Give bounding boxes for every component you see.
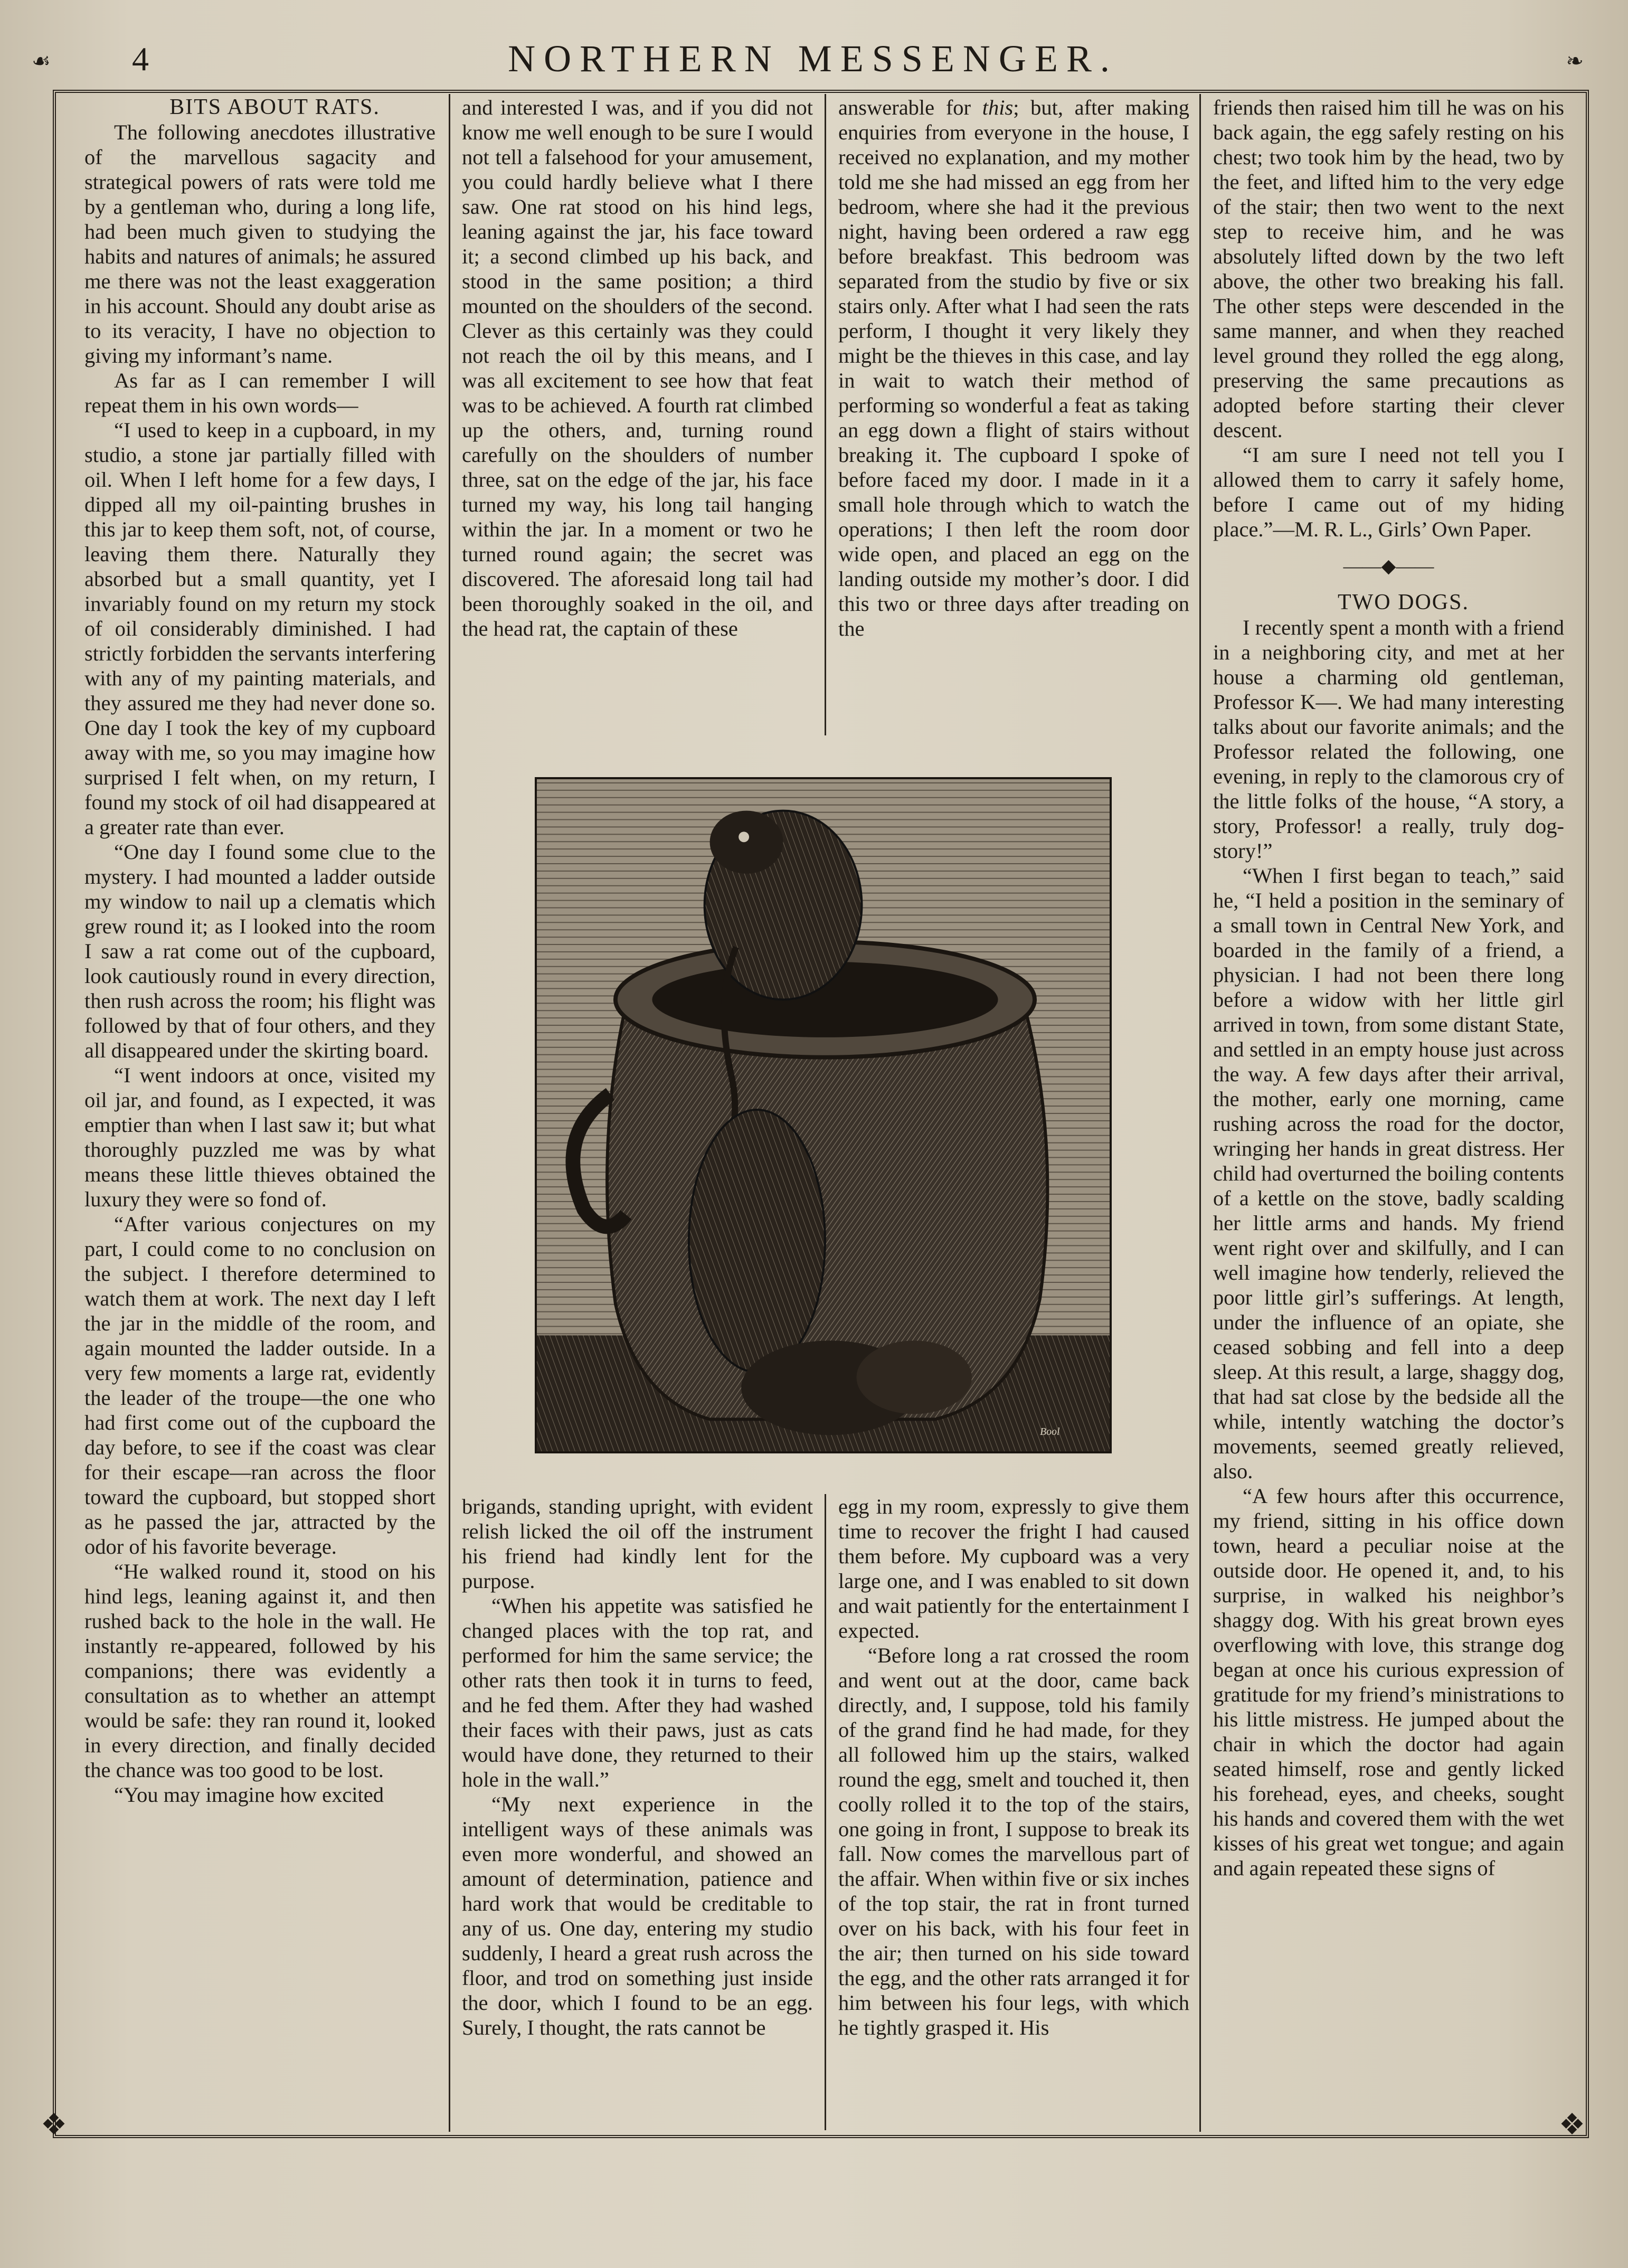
- ornament-left-icon: ☙: [32, 49, 51, 73]
- column-rule-2-top: [825, 94, 826, 735]
- paragraph: “You may imagine how excited: [114, 1783, 384, 1807]
- ornament-right-icon: ❧: [1566, 49, 1584, 73]
- column-4: [1213, 95, 1564, 2122]
- column-3-top: [838, 95, 1189, 729]
- masthead-title: NORTHERN MESSENGER.: [508, 37, 1118, 80]
- paragraph: [838, 95, 1189, 641]
- column-3-bottom: [838, 1494, 1189, 2128]
- emphasis: this: [982, 96, 1014, 119]
- rats-illustration: [535, 777, 1112, 1453]
- paragraph: “I am sure I need not tell you I allowed them to carry it safely home, before I came out of my hiding place.”—M. R. L., Girls’ Own Paper.: [1213, 443, 1564, 541]
- text-run: answerable for: [838, 96, 982, 119]
- paragraph: I recently spent a month with a friend in a neighboring city, and met at her house a charming old gentleman, Professor K—. We had many interesting talks about our favorite animals; and the Professor related the following, one evening, in reply to the clamorous cry of the little folks of the house, “A story, a story, Professor! a really, truly dog-story!”: [1213, 616, 1564, 863]
- corner-ornament-right-icon: ❖: [1558, 2109, 1586, 2141]
- paragraph: “One day I found some clue to the mystery. I had mounted a ladder outside my window to nail up a clematis which grew round it; as I looked into the room I saw a rat come out of the cupboard, look cautiously round in every direction, then rush across the room; his flight was followed by that of four others, and they all disappeared under the skirting board.: [84, 840, 436, 1062]
- section-divider: ——◆——: [1343, 555, 1434, 577]
- paragraph: “When I first began to teach,” said he, “I held a position in the seminary of a small town in Central New York, and boarded in the family of a friend, a physician. I had not been there long before a widow with her little girl arrived in town, from some distant State, and settled in an empty house just across the way. A few days after their arrival, the mother, early one morning, came rushing across the road for the doctor, wringing her hands in great distress. Her child had overturned the boiling contents of a kettle on the stove, badly scalding her little arms and hands. My friend went right over and skilfully, and I can well imagine how tenderly, relieved the poor little girl’s sufferings. At length, under the influence of an opiate, she ceased sobbing and fell into a deep sleep. At this result, a large, shaggy dog, that had sat close by the bedside all the while, intently watching the doctor’s movements, seemed greatly relieved, also.: [1213, 864, 1564, 1483]
- paragraph: “My next experience in the intelligent ways of these animals was even more wonderful, and showed an amount of determination, patience and hard work that would be creditable to any of us. One day, entering my studio suddenly, I heard a great rush across the floor, and trod on something just inside the door, which I found to be an egg. Surely, I thought, the rats cannot be: [462, 1792, 813, 2039]
- page-header: [32, 37, 1594, 87]
- paragraph: The following anecdotes illustrative of the marvellous sagacity and strategical powers of rats were told me by a gentleman who, during a long life, had been much given to studying the habits and natures of animals; he assured me there was not the least exaggeration in his account. Should any doubt arise as to its veracity, I have no objection to giving my informant’s name.: [84, 120, 436, 367]
- article-title-dogs: TWO DOGS.: [1338, 590, 1469, 615]
- paragraph: and interested I was, and if you did not know me well enough to be sure I would not tell a falsehood for your amusement, you could hardly believe what I there saw. One rat stood on his hind legs, leaning against the jar, his face toward it; a second climbed up his back, and stood in the same position; a third mounted on the shoulders of the second. Clever as this certainly was they could not reach the oil by this means, and I was all excitement to see how that feat was to be achieved. A fourth rat climbed up the others, and, turning round carefully on the shoulders of number three, sat on the edge of the jar, his face turned my way, his long tail hanging within the jar. In a moment or two he turned round again; the secret was discovered. The aforesaid long tail had been thoroughly soaked in the oil, and the head rat, the captain of these: [462, 96, 813, 640]
- column-2-top: [462, 95, 813, 729]
- engraving-image: [537, 779, 1110, 1451]
- article-title-rats: BITS ABOUT RATS.: [169, 95, 380, 119]
- column-1: [84, 95, 436, 2122]
- paragraph: “I used to keep in a cupboard, in my studio, a stone jar partially filled with oil. When I left home for a few days, I dipped all my oil-painting brushes in this jar to keep them soft, not, of course, leaving them there. Naturally they absorbed but a small quantity, yet I invariably found on my return my stock of oil considerably diminished. I had strictly forbidden the servants interfering with any of my painting materials, and they assured me they had never done so. One day I took the key of my cupboard away with me, so you may imagine how surprised I felt when, on my return, I found my stock of oil had disappeared at a greater rate than ever.: [84, 418, 436, 839]
- paragraph: “When his appetite was satisfied he changed places with the top rat, and performed for him the same service; the other rats then took it in turns to feed, and he fed them. After they had washed their faces with their paws, just as cats would have done, they returned to their hole in the wall.”: [462, 1594, 813, 1791]
- column-rule-1: [449, 94, 450, 2132]
- paragraph: egg in my room, expressly to give them time to recover the fright I had caused them before. My cupboard was a very large one, and I was enabled to sit down and wait patiently for the entertainment I expected.: [838, 1495, 1189, 1642]
- paragraph: “I went indoors at once, visited my oil jar, and found, as I expected, it was emptier than when I last saw it; but what thoroughly puzzled me was by what means these little thieves obtained the luxury they were so fond of.: [84, 1063, 436, 1211]
- column-rule-3: [1199, 94, 1201, 2132]
- paragraph: “He walked round it, stood on his hind legs, leaning against it, and then rushed back to the hole in the wall. He instantly re-appeared, followed by his companions; there was evidently a consultation as to whether an attempt would be safe: they ran round it, looked in every direction, and finally decided the chance was too good to be lost.: [84, 1560, 436, 1782]
- paragraph: “A few hours after this occurrence, my friend, sitting in his office down town, heard a peculiar noise at the outside door. He opened it, and, to his surprise, in walked his neighbor’s shaggy dog. With his great brown eyes overflowing with love, this strange dog began at once his curious expression of gratitude for my friend’s ministrations to his little mistress. He jumped about the chair in which the doctor had again seated himself, rose and gently licked his forehead, eyes, and cheeks, sought his hands and covered them with the wet kisses of his great wet tongue; and again and again repeated these signs of: [1213, 1484, 1564, 1880]
- column-rule-2-bottom: [825, 1494, 826, 2130]
- paragraph: “After various conjectures on my part, I could come to no conclusion on the subject. I therefore determined to watch them at work. The next day I left the jar in the middle of the room, and again mounted the ladder outside. In a very few moments a large rat, evidently the leader of the troupe—the one who had first come out of the cupboard the day before, to see if the coast was clear for their escape—ran across the floor toward the cupboard, but stopped short as he passed the jar, attracted by the odor of his favorite beverage.: [84, 1212, 436, 1558]
- paragraph: “Before long a rat crossed the room and went out at the door, came back directly, and, I suppose, told his family of the grand find he had made, for they all followed him up the stairs, walked round the egg, smelt and touched it, then coolly rolled it to the top of the stairs, one going in front, I suppose to break its fall. Now comes the marvellous part of the affair. When within five or six inches of the top stair, the rat in front turned over on his back, with his four feet in the air; then turned on his side toward the egg, and the other rats arranged it for him between his four legs, with which he tightly grasped it. His: [838, 1643, 1189, 2039]
- engraver-signature: Bool: [1039, 1426, 1060, 1438]
- paragraph: As far as I can remember I will repeat them in his own words—: [84, 368, 436, 417]
- column-2-bottom: [462, 1494, 813, 2128]
- page-number: 4: [132, 40, 149, 78]
- paragraph: friends then raised him till he was on his back again, the egg safely resting on his chest; two took him by the head, two by the feet, and lifted him to the very edge of the stair; then two went to the next step to receive him, and he was absolutely lifted down by the two left above, the other two breaking his fall. The other steps were descended in the same manner, and when they reached level ground they rolled the egg along, preserving the same precautions as adopted before starting their clever descent.: [1213, 96, 1564, 442]
- corner-ornament-left-icon: ❖: [40, 2109, 68, 2141]
- text-run: ; but, after making enquiries from everyone in the house, I received no explanation, and my mother told me she had missed an egg from her bedroom, where she had it the previous night, having been ordered a raw egg before breakfast. This bedroom was separated from the studio by five or six stairs only. After what I had seen the rats perform, I thought it very likely they might be the thieves in this case, and lay in wait to watch their method of performing so wonderful a feat as taking an egg down a flight of stairs without breaking it. The cupboard I spoke of before faced my door. I made in it a small hole through which to watch the operations; I then left the room door wide open, and placed an egg on the landing outside my mother’s door. I did this two or three days after treading on the: [838, 96, 1189, 640]
- paragraph: brigands, standing upright, with evident relish licked the oil off the instrument his friend had kindly lent for the purpose.: [462, 1495, 813, 1593]
